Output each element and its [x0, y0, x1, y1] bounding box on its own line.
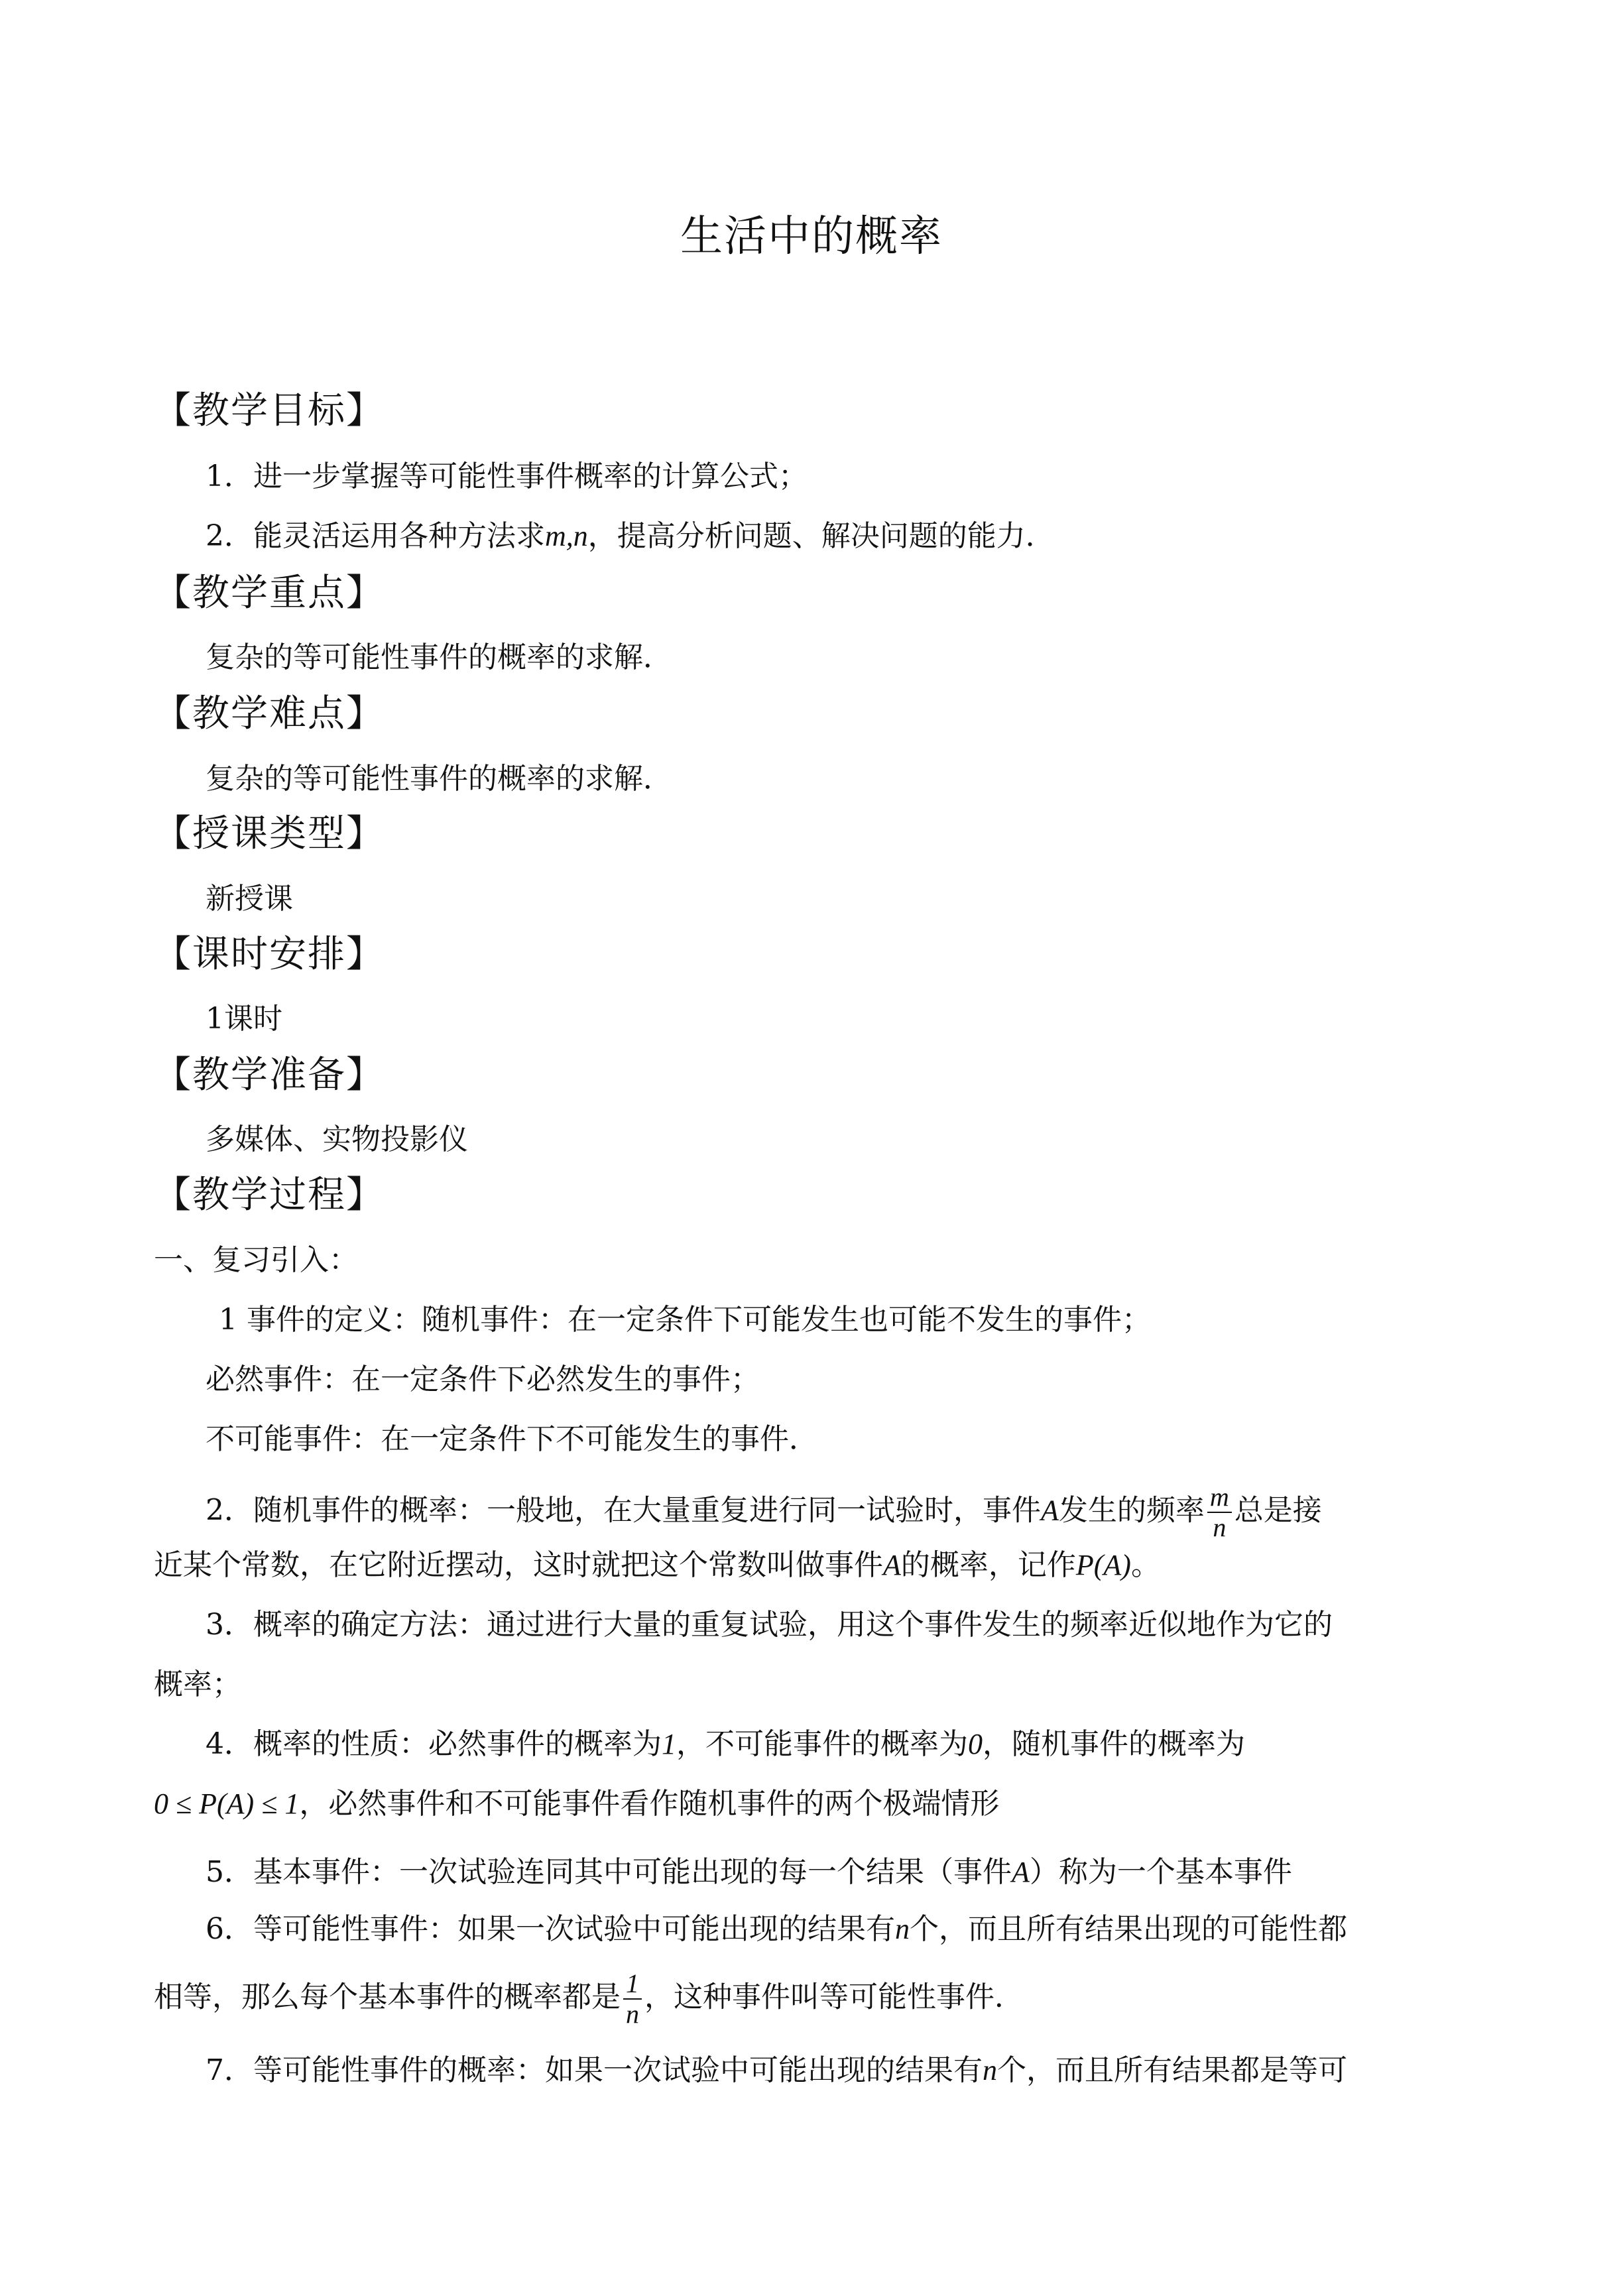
process-item-2-line2: 近某个常数，在它附近摆动，这时就把这个常数叫做事件A的概率，记作P(A)。 [154, 1548, 1160, 1582]
section-heading-objectives: 【教学目标】 [154, 389, 385, 432]
process-heading: 一、复习引入： [154, 1243, 358, 1277]
process-item-3-line2: 概率； [154, 1667, 241, 1701]
process-item-6-line2: 相等，那么每个基本事件的概率都是 $\frac{1}{n}$ ，这种事件叫等可能性事件． [154, 1968, 1024, 2029]
section-heading-key-point: 【教学重点】 [154, 572, 385, 615]
difficulty-text: 复杂的等可能性事件的概率的求解． [206, 762, 672, 796]
key-point-text: 复杂的等可能性事件的概率的求解． [206, 640, 672, 674]
section-heading-preparation: 【教学准备】 [154, 1054, 385, 1097]
fraction-m-over-n: $\frac{m}{n}$ [1207, 1482, 1232, 1542]
process-item-5: 5．基本事件：一次试验连同其中可能出现的每一个结果（事件A）称为一个基本事件 [206, 1855, 1292, 1889]
process-item-4-line1: 4．概率的性质：必然事件的概率为1，不可能事件的概率为0，随机事件的概率为 [206, 1727, 1245, 1761]
objective-1: 1．进一步掌握等可能性事件概率的计算公式； [206, 459, 808, 493]
lesson-type-text: 新授课 [206, 882, 293, 916]
section-heading-difficulty: 【教学难点】 [154, 692, 385, 735]
fraction-1-over-n: $\frac{1}{n}$ [623, 1969, 642, 2029]
section-heading-lesson-type: 【授课类型】 [154, 812, 385, 855]
process-item-3-line1: 3．概率的确定方法：通过进行大量的重复试验，用这个事件发生的频率近似地作为它的 [206, 1608, 1333, 1642]
schedule-text: 1课时 [206, 1002, 282, 1036]
section-heading-process: 【教学过程】 [154, 1174, 385, 1217]
process-item-7-line1: 7．等可能性事件的概率：如果一次试验中可能出现的结果有n个，而且所有结果都是等可 [206, 2053, 1347, 2087]
objective-2: 2．能灵活运用各种方法求m,n，提高分析问题、解决问题的能力． [206, 519, 1055, 553]
process-item-6-line1: 6．等可能性事件：如果一次试验中可能出现的结果有n个，而且所有结果出现的可能性都 [206, 1912, 1347, 1946]
document-title: 生活中的概率 [680, 212, 943, 261]
process-item-1c: 不可能事件：在一定条件下不可能发生的事件． [206, 1422, 818, 1456]
preparation-text: 多媒体、实物投影仪 [206, 1122, 468, 1156]
section-heading-schedule: 【课时安排】 [154, 933, 385, 976]
process-item-1b: 必然事件：在一定条件下必然发生的事件； [206, 1362, 760, 1396]
process-item-1: 1 事件的定义：随机事件：在一定条件下可能发生也可能不发生的事件； [219, 1303, 1151, 1337]
process-item-4-line2: 0 ≤ P(A) ≤ 1，必然事件和不可能事件看作随机事件的两个极端情形 [154, 1787, 1000, 1821]
process-item-2-line1: 2．随机事件的概率：一般地，在大量重复进行同一试验时，事件A发生的频率 $\frac{m}{n}$ 总是接 [206, 1482, 1322, 1542]
